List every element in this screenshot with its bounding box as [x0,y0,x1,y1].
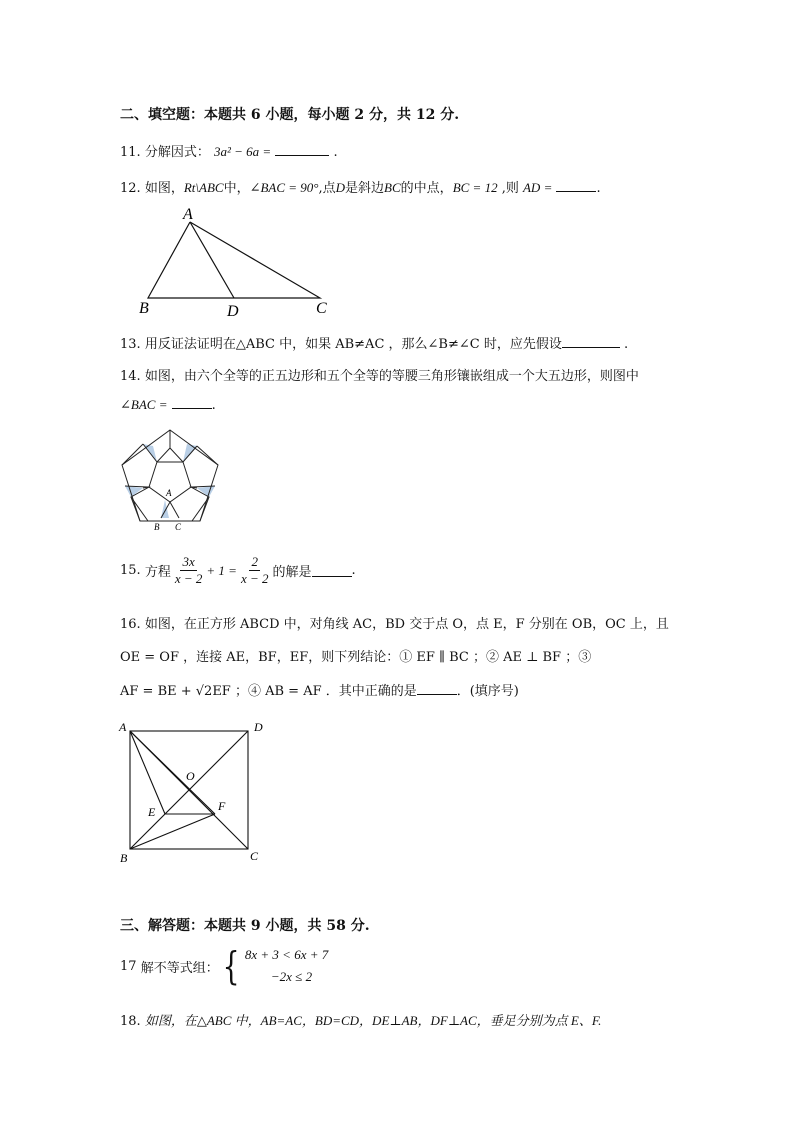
numerator: 3x [182,554,195,569]
label-d: D [254,720,263,734]
question-text: 如图，在△ABC 中，AB=AC，BD=CD，DE⊥AB，DF⊥AC，垂足分别为点 E、F. [144,1013,602,1028]
text-segment: ,则 [497,181,523,196]
section-3-title: 三、解答题：本题共 9 小题，共 58 分. [120,918,370,934]
section-2-title: 二、填空题：本题共 6 小题，每小题 2 分，共 12 分. [120,107,460,123]
question-14 [120,365,639,384]
question-number: 12. [120,181,141,196]
segment-af [130,731,215,814]
question-number: 14. [120,369,141,384]
label-o: O [186,769,195,783]
end-mark: . [211,398,216,413]
text-segment: 如图， [144,181,184,196]
segment-bf [130,814,215,849]
text-segment: ．(填序号) [456,684,519,699]
math-point: D [335,180,346,195]
question-text: 如图，由六个全等的正五边形和五个全等的等腰三角形镶嵌组成一个大五边形，则图中 [144,369,639,384]
label-b: B [154,522,160,532]
question-12 [120,177,601,196]
figure-16-square [112,714,272,866]
answer-blank [562,335,620,348]
inequality-2: −2x ≤ 2 [270,969,313,984]
question-13 [120,333,628,352]
question-number: 15. [120,563,141,578]
numerator: 2 [251,554,258,569]
end-mark: . [333,145,338,160]
figure-14-pentagon-tiling [110,424,230,534]
label-b: B [139,300,149,317]
question-text: 解不等式组： [140,960,219,976]
math-angle: ∠BAC = 90° [249,180,319,195]
question-11 [120,141,338,160]
question-14-line-2 [120,396,216,413]
end-mark: . [596,181,601,196]
math-expression: 3a² − 6a = [213,144,272,159]
left-brace: { [222,944,240,988]
figure-12-triangle [130,202,340,322]
label-a: A [183,206,193,223]
question-text: 分解因式： [144,145,210,160]
end-mark: . [623,337,629,352]
label-e: E [148,805,156,819]
math-condition: BC = 12 [452,180,498,195]
question-number: 17 [120,958,137,974]
question-number: 18. [120,1014,141,1029]
question-text-line-3: AF = BE + √2EF ；④ AB = AF ．其中正确的是 [120,684,417,699]
fraction-left [173,554,205,587]
question-16 [120,613,669,632]
answer-blank [172,396,212,409]
end-mark: . [351,563,356,578]
question-number: 16. [120,617,141,632]
question-18 [120,1010,601,1029]
text-segment: 中， [223,181,250,196]
inequality-1: 8x + 3 < 6x + 7 [244,947,329,962]
inequality-system [219,944,329,988]
label-f: F [218,799,226,813]
label-c: C [175,522,182,532]
math-triangle: Rt\ABC [183,180,224,195]
question-16-line-3 [120,680,519,699]
tiling-lines [122,430,218,521]
text-segment: ,点 [318,181,336,196]
text-segment: 的解是 [272,565,312,580]
math-segment: BC [384,180,401,195]
text-segment: 的中点， [400,181,453,196]
denominator: x − 2 [240,571,269,586]
answer-blank [275,143,329,156]
question-16-line-2 [120,646,591,665]
denominator: x − 2 [174,571,203,586]
math-ask: ∠BAC = [120,397,168,412]
question-17 [120,944,328,988]
median-ad [190,222,234,298]
label-d: D [227,303,239,320]
label-a: A [119,720,127,734]
label-a: A [166,488,172,498]
label-c: C [250,849,259,863]
question-text-line-2: OE = OF ，连接 AE，BF，EF，则下列结论：① EF ∥ BC ；② AE ⊥ BF ；③ [120,650,592,665]
question-text: 用反证法证明在△ABC 中，如果 AB≠AC ，那么∠B≠∠C 时，应先假设 [144,337,562,352]
answer-blank [417,682,457,695]
math-operator: + 1 = [206,562,237,578]
label-b: B [120,851,128,865]
question-number: 13. [120,337,141,352]
answer-blank [312,564,352,577]
label-c: C [316,300,327,317]
segment-ae [130,731,165,814]
fraction-right [239,554,271,587]
triangle-abc [148,222,320,298]
math-ask: AD = [522,180,553,195]
question-number: 11. [120,145,141,160]
question-15 [120,554,356,587]
answer-blank [556,179,596,192]
text-segment: 是斜边 [345,181,385,196]
question-text: 方程 [144,565,171,580]
question-text-line-1: 如图，在正方形 ABCD 中，对角线 AC，BD 交于点 O，点 E，F 分别在 OB，OC 上，且 [144,617,669,632]
